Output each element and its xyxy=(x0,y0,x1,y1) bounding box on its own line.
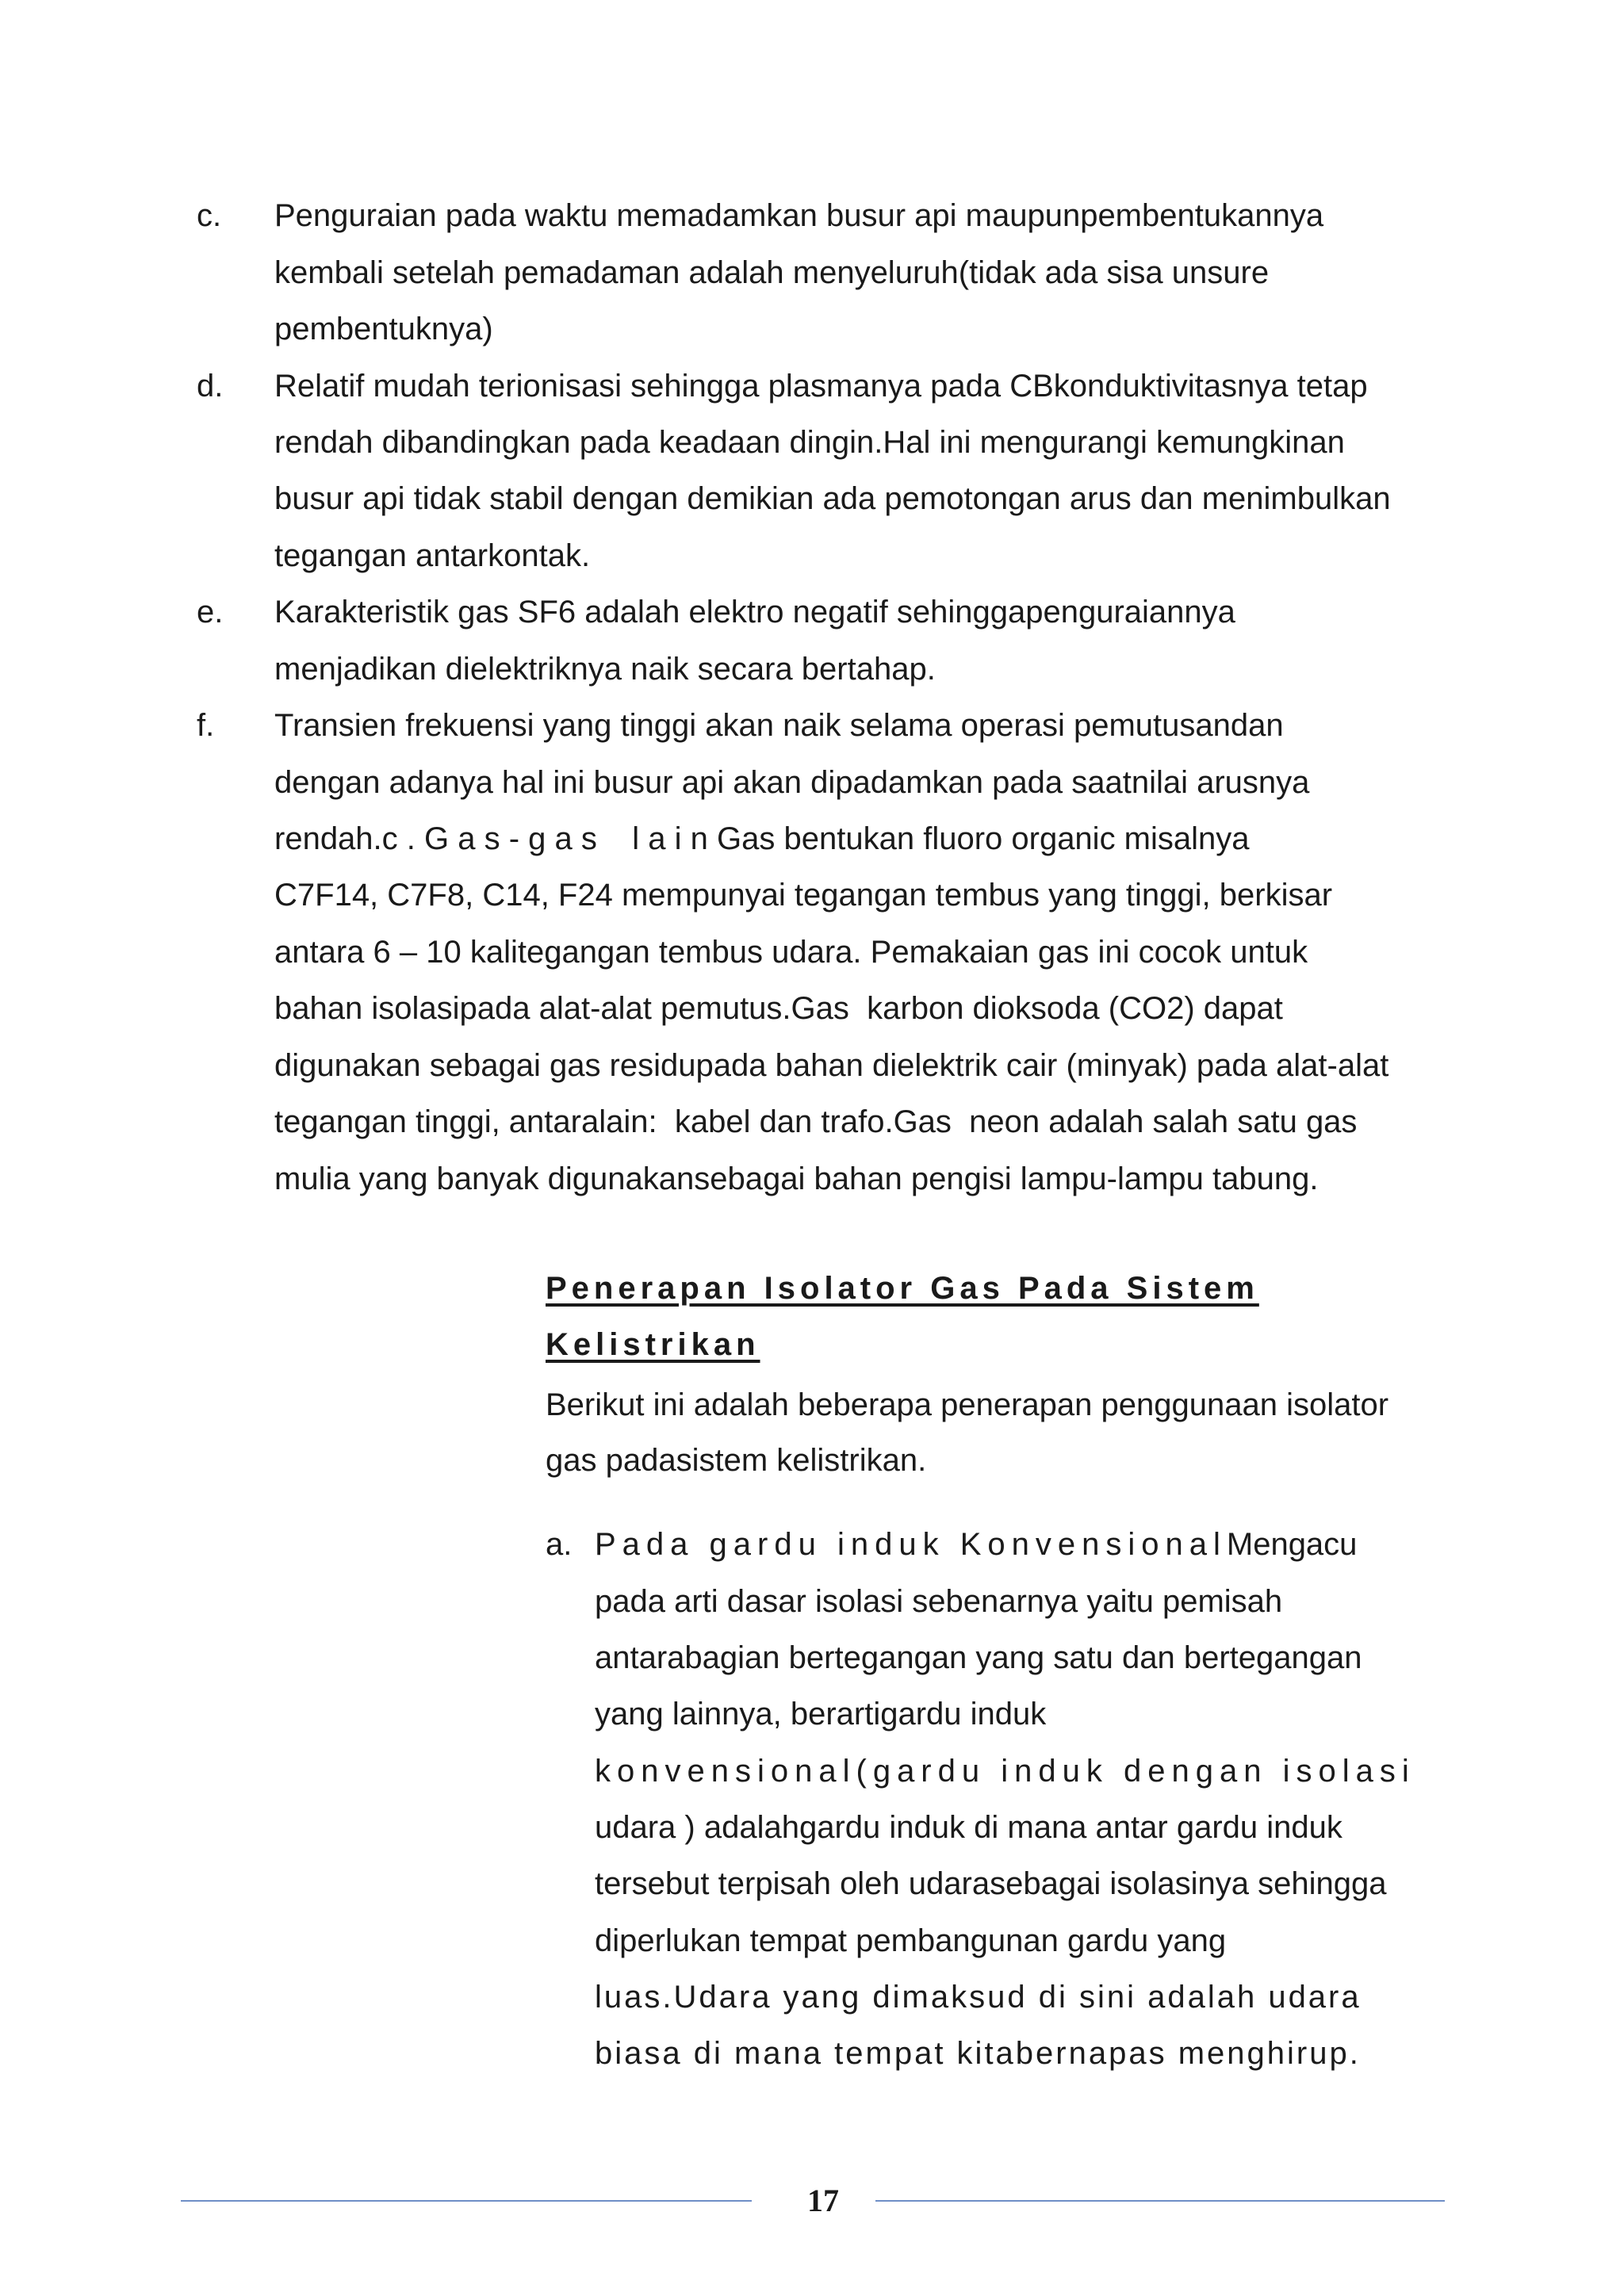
item-f-line-7: digunakan sebagai gas residupada bahan dielektrik cair (minyak) pada alat-alat xyxy=(274,1048,1389,1083)
sub-item-a-line-3: antarabagian bertegangan yang satu dan bertegangan xyxy=(595,1640,1362,1675)
sub-item-a-line-6: udara ) adalahgardu induk di mana antar gardu induk xyxy=(595,1810,1342,1845)
item-e-line-1: Karakteristik gas SF6 adalah elektro negatif sehinggapenguraiannya xyxy=(274,595,1235,629)
sub-item-a-line-2: pada arti dasar isolasi sebenarnya yaitu pemisah xyxy=(595,1584,1283,1619)
list-marker-c: c. xyxy=(197,198,222,233)
item-c-line-1: Penguraian pada waktu memadamkan busur api maupunpembentukannya xyxy=(274,198,1324,233)
sub-item-a-line-1 xyxy=(595,1525,1357,1563)
item-e-line-2: menjadikan dielektriknya naik secara bertahap. xyxy=(274,652,936,687)
sub-item-a-line-9: luas.Udara yang dimaksud di sini adalah udara xyxy=(595,1980,1362,2015)
item-f-line-8: tegangan tinggi, antaralain: kabel dan trafo.Gas neon adalah salah satu gas xyxy=(274,1104,1358,1139)
item-d-line-4: tegangan antarkontak. xyxy=(274,538,591,573)
section-intro-line-1: Berikut ini adalah beberapa penerapan penggunaan isolator xyxy=(546,1387,1389,1422)
item-c-line-3: pembentuknya) xyxy=(274,312,493,346)
sub-item-a-line-4: yang lainnya, berartigardu induk xyxy=(595,1697,1047,1732)
page-number: 17 xyxy=(807,2183,839,2218)
item-f-line-5: antara 6 – 10 kalitegangan tembus udara. Pemakaian gas ini cocok untuk xyxy=(274,935,1308,970)
list-marker-f: f. xyxy=(197,708,215,743)
list-marker-e: e. xyxy=(197,595,224,629)
item-f-line-4: C7F14, C7F8, C14, F24 mempunyai tegangan tembus yang tinggi, berkisar xyxy=(274,878,1333,913)
sub-item-a-line-8: diperlukan tempat pembangunan gardu yang xyxy=(595,1923,1227,1958)
item-f-line-3: rendah.c . G a s - g a s l a i n Gas bentukan fluoro organic misalnya xyxy=(274,821,1250,856)
footer-rule-left xyxy=(181,2200,752,2202)
sub-item-a-line-10: biasa di mana tempat kitabernapas menghirup. xyxy=(595,2036,1361,2071)
item-d-line-1: Relatif mudah terionisasi sehingga plasmanya pada CBkonduktivitasnya tetap xyxy=(274,369,1368,404)
section-heading-line-1: Penerapan Isolator Gas Pada Sistem xyxy=(546,1271,1259,1306)
item-c-line-2: kembali setelah pemadaman adalah menyeluruh(tidak ada sisa unsure xyxy=(274,255,1270,290)
section-heading-line-2: Kelistrikan xyxy=(546,1327,760,1362)
section-intro-line-2: gas padasistem kelistrikan. xyxy=(546,1443,927,1478)
sub-item-marker-a: a. xyxy=(546,1527,573,1562)
sub-item-a-line-1-text: Mengacu xyxy=(1226,1527,1358,1562)
sub-item-a-line-7: tersebut terpisah oleh udarasebagai isolasinya sehingga xyxy=(595,1866,1387,1901)
item-f-line-9: mulia yang banyak digunakansebagai bahan pengisi lampu-lampu tabung. xyxy=(274,1161,1319,1196)
list-marker-d: d. xyxy=(197,369,224,404)
footer-rule-right xyxy=(875,2200,1445,2202)
item-f-line-6: bahan isolasipada alat-alat pemutus.Gas karbon dioksoda (CO2) dapat xyxy=(274,991,1283,1026)
item-f-line-1: Transien frekuensi yang tinggi akan naik selama operasi pemutusandan xyxy=(274,708,1284,743)
sub-item-a-line-5: konvensional(gardu induk dengan isolasi xyxy=(595,1754,1415,1789)
item-f-line-2: dengan adanya hal ini busur api akan dipadamkan pada saatnilai arusnya xyxy=(274,765,1310,800)
item-d-line-3: busur api tidak stabil dengan demikian ada pemotongan arus dan menimbulkan xyxy=(274,481,1391,516)
item-d-line-2: rendah dibandingkan pada keadaan dingin.Hal ini mengurangi kemungkinan xyxy=(274,425,1345,460)
sub-item-a-title: Pada gardu induk Konvensional xyxy=(595,1527,1227,1562)
